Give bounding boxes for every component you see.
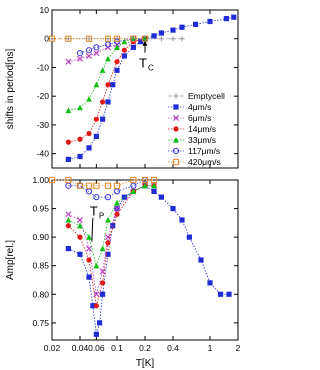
y-tick-label: 0	[44, 33, 49, 44]
y-tick-label: 0.90	[32, 232, 49, 243]
data-point	[170, 28, 175, 33]
data-point	[159, 36, 164, 41]
x-tick-label: 1	[207, 343, 213, 353]
data-point	[94, 332, 99, 337]
data-point	[86, 275, 91, 280]
data-point	[105, 42, 110, 47]
data-point	[100, 117, 105, 122]
data-point	[93, 82, 99, 88]
data-point	[170, 206, 175, 211]
y-tick-label: 0.80	[32, 289, 49, 300]
legend-label: 33μm/s	[188, 135, 217, 145]
data-point	[122, 53, 127, 58]
legend	[168, 91, 225, 167]
legend-label: 6μm/s	[188, 113, 212, 123]
y-axis-label: shifts in period[ns]	[5, 48, 16, 130]
x-tick-label: 0.02	[43, 343, 61, 353]
legend-label: 4μm/s	[188, 102, 212, 112]
data-point	[179, 25, 184, 30]
data-point	[110, 223, 115, 228]
legend-marker	[173, 126, 178, 131]
x-tick-label: 0.2	[139, 343, 151, 353]
y-tick-label: 0.75	[32, 317, 49, 328]
data-point	[100, 245, 106, 251]
top-panel	[5, 5, 238, 168]
data-point	[198, 257, 203, 262]
x-tick-label: 0.06	[88, 343, 105, 353]
data-point	[86, 53, 91, 58]
x-axis-label: T[K]	[135, 358, 155, 369]
data-point	[105, 240, 110, 245]
data-point	[122, 48, 127, 53]
y-axis-label: Amp[rel.]	[5, 239, 16, 281]
data-point	[179, 36, 184, 41]
y-tick-label: 1.00	[32, 175, 49, 185]
series-3	[66, 36, 148, 145]
data-point	[179, 217, 184, 222]
data-point	[77, 235, 82, 240]
data-point	[224, 16, 229, 21]
data-point	[131, 45, 136, 50]
data-point	[193, 22, 198, 27]
data-point	[97, 320, 102, 325]
y-tick-label: -10	[36, 62, 49, 73]
data-point	[207, 280, 212, 285]
y-tick-label: 0.85	[32, 260, 49, 271]
data-point	[66, 59, 71, 64]
data-point	[100, 67, 106, 73]
data-point	[77, 105, 83, 111]
bottom-panel	[5, 175, 241, 369]
data-point	[114, 68, 119, 73]
legend-label: 420μm/s	[188, 157, 221, 167]
data-point	[151, 189, 156, 194]
data-point	[226, 292, 231, 297]
data-point	[94, 303, 99, 308]
data-point	[110, 82, 115, 87]
data-point	[100, 280, 105, 285]
annotation-subscript: C	[148, 63, 154, 73]
legend-marker	[173, 93, 178, 98]
y-tick-label: 10	[39, 5, 49, 15]
data-point	[66, 140, 71, 145]
y-tick-label: -30	[36, 119, 49, 130]
data-point	[77, 137, 82, 142]
data-point	[105, 56, 111, 62]
legend-label: Emptycell	[188, 91, 225, 101]
data-point	[114, 189, 119, 194]
data-point	[77, 252, 82, 257]
data-point	[77, 56, 82, 61]
data-point	[77, 154, 82, 159]
x-tick-label: 2	[235, 343, 241, 353]
data-point	[77, 50, 82, 55]
data-point	[86, 145, 91, 150]
data-point	[100, 292, 105, 297]
data-point	[105, 82, 110, 87]
data-point	[114, 200, 120, 206]
data-point	[65, 107, 71, 113]
x-tick-label: 0.1	[111, 343, 123, 353]
data-point	[151, 33, 156, 38]
data-point	[86, 246, 91, 251]
data-point	[231, 15, 236, 20]
annotation-arrow	[92, 218, 93, 242]
data-point	[105, 252, 110, 257]
data-point	[121, 39, 127, 45]
data-point	[66, 223, 71, 228]
data-point	[218, 292, 223, 297]
annotation-label: T	[139, 55, 147, 71]
data-point	[131, 183, 136, 188]
data-point	[65, 217, 71, 223]
data-point	[94, 117, 99, 122]
x-tick-label: 0.04	[71, 343, 89, 353]
data-point	[105, 99, 110, 104]
data-point	[170, 36, 175, 41]
annotation-label: T	[89, 203, 98, 219]
data-point	[94, 45, 99, 50]
plot-frame	[52, 180, 238, 340]
series-line	[68, 39, 145, 142]
data-point	[159, 195, 164, 200]
data-point	[66, 157, 71, 162]
data-point	[159, 30, 164, 35]
y-tick-label: -40	[36, 148, 49, 159]
data-point	[94, 50, 99, 55]
data-point	[86, 96, 92, 102]
data-point	[114, 59, 119, 64]
y-tick-label: -20	[36, 91, 49, 102]
data-point	[93, 263, 99, 269]
series-1	[66, 183, 157, 297]
data-point	[105, 217, 111, 223]
data-point	[86, 131, 91, 136]
data-point	[114, 212, 119, 217]
series-2	[66, 183, 157, 308]
series-line	[68, 186, 154, 306]
data-point	[100, 99, 105, 104]
annotation-subscript: P	[98, 211, 105, 221]
data-point	[66, 246, 71, 251]
data-point	[86, 257, 91, 262]
data-point	[66, 212, 71, 217]
legend-label: 14μm/s	[188, 124, 217, 134]
x-tick-label: 0.4	[167, 343, 179, 353]
legend-label: 117μm/s	[188, 146, 221, 156]
data-point	[187, 235, 192, 240]
data-point	[207, 19, 212, 24]
data-point	[77, 217, 82, 222]
data-point	[94, 134, 99, 139]
y-tick-label: 0.95	[32, 203, 49, 214]
legend-marker	[173, 104, 178, 109]
